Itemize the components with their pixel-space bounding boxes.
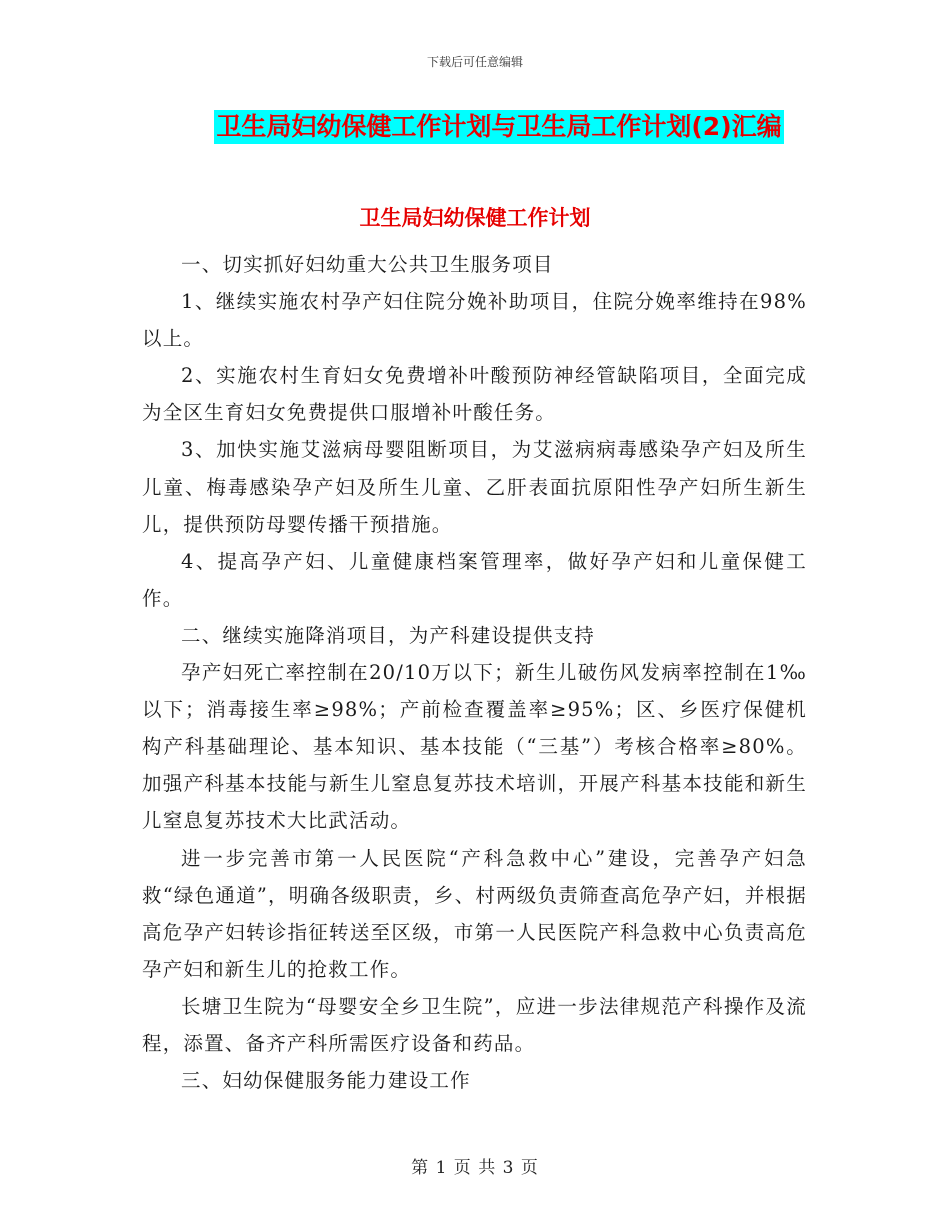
paragraph: 孕产妇死亡率控制在20/10万以下；新生儿破伤风发病率控制在1‰以下；消毒接生率≥98%；产前检查覆盖率≥95%；区、乡医疗保健机构产科基础理论、基本知识、基本技能（“三基”）考核合格率≥80%。加强产科基本技能与新生儿窒息复苏技术培训，开展产科基本技能和新生儿窒息复苏技术大比武活动。 xyxy=(142,661,807,833)
section-title: 卫生局妇幼保健工作计划 xyxy=(359,206,591,230)
paragraph: 2、实施农村生育妇女免费增补叶酸预防神经管缺陷项目，全面完成为全区生育妇女免费提供口服增补叶酸任务。 xyxy=(142,364,807,425)
document-body xyxy=(142,246,807,1099)
heading-1: 一、切实抓好妇幼重大公共卫生服务项目 xyxy=(181,253,554,276)
paragraph: 1、继续实施农村孕产妇住院分娩补助项目，住院分娩率维持在98%以上。 xyxy=(142,290,807,351)
heading-2: 二、继续实施降消项目，为产科建设提供支持 xyxy=(181,623,596,647)
document-title: 卫生局妇幼保健工作计划与卫生局工作计划(2)汇编 xyxy=(214,110,783,144)
paragraph: 4、提高孕产妇、儿童健康档案管理率，做好孕产妇和儿童保健工作。 xyxy=(142,549,807,610)
paragraph: 进一步完善市第一人民医院“产科急救中心”建设，完善孕产妇急救“绿色通道”，明确各级职责，乡、村两级负责筛查高危孕产妇，并根据高危孕产妇转诊指征转送至区级，市第一人民医院产科急救中心负责高危孕产妇和新生儿的抢救工作。 xyxy=(142,846,807,981)
page-header-note: 下载后可任意编辑 xyxy=(426,55,523,69)
paragraph: 3、加快实施艾滋病母婴阻断项目，为艾滋病病毒感染孕产妇及所生儿童、梅毒感染孕产妇及所生儿童、乙肝表面抗原阳性孕产妇所生新生儿，提供预防母婴传播干预措施。 xyxy=(142,438,807,536)
heading-3: 三、妇幼保健服务能力建设工作 xyxy=(181,1069,471,1093)
paragraph: 长塘卫生院为“母婴安全乡卫生院”，应进一步法律规范产科操作及流程，添置、备齐产科所需医疗设备和药品。 xyxy=(142,994,807,1055)
document-title-row xyxy=(0,110,950,144)
page-footer: 第 1 页 共 3 页 xyxy=(411,1158,539,1178)
